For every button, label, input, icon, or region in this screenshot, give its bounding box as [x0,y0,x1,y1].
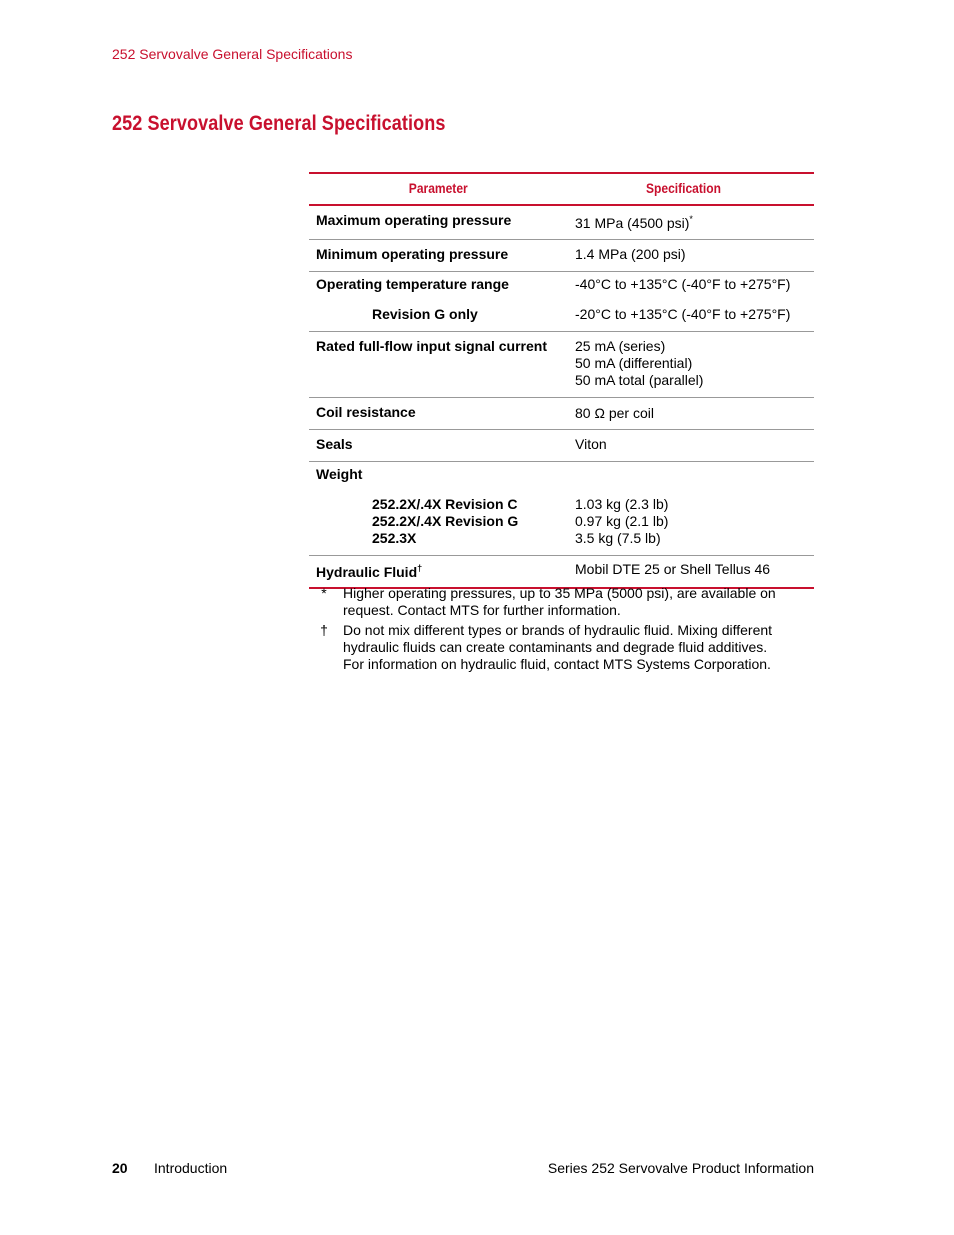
spec-line: 1.03 kg (2.3 lb) [575,496,669,512]
param-coil-resistance: Coil resistance [316,404,416,420]
param-line: 252.3X [372,530,417,546]
spec-weight-values [575,487,814,555]
spec-temperature-range: -40°C to +135°C (-40°F to +275°F) [575,276,791,292]
page-number: 20 [112,1160,128,1176]
running-head: 252 Servovalve General Specifications [112,46,353,62]
table-row [309,487,814,556]
footnote-marker-dagger: † [417,563,423,573]
param-seals: Seals [316,436,353,452]
spec-line: 50 mA (differential) [575,355,693,371]
param-line: 252.2X/.4X Revision G [372,513,519,529]
parameter-column-header: Parameter [309,173,568,205]
table-row [309,556,814,589]
spec-max-pressure: 31 MPa (4500 psi)* [575,214,693,231]
footnote-text: Do not mix different types or brands of hydraulic fluid. Mixing different hydraulic fluids can create contaminants and degrade fluid additives. For information on hydraulic fluid, contact MTS Systems Corporation. [343,622,773,672]
footnote-marker-asterisk: * [689,214,693,224]
table-row [309,297,814,332]
footer-section: Introduction [154,1160,228,1176]
footnote-text: Higher operating pressures, up to 35 MPa (5000 psi), are available on request. Contact MTS for further information. [343,585,776,618]
param-input-signal-current: Rated full-flow input signal current [316,338,547,354]
page-title: 252 Servovalve General Specifications [112,112,446,135]
param-hydraulic-fluid: Hydraulic Fluid† [316,563,423,580]
spec-line: 25 mA (series) [575,338,666,354]
footnote [318,585,788,619]
table-row [309,272,814,298]
param-weight-variants [316,487,568,555]
spec-line: 3.5 kg (7.5 lb) [575,530,661,546]
table-row [309,332,814,398]
table-row [309,430,814,462]
spec-revision-g-temperature: -20°C to +135°C (-40°F to +275°F) [575,306,791,322]
param-revision-g-only: Revision G only [372,306,478,322]
spec-line: 50 mA total (parallel) [575,372,704,388]
table-row [309,205,814,240]
footnote-mark: * [321,585,327,601]
footnote-mark: † [320,622,328,638]
param-max-pressure: Maximum operating pressure [316,212,512,228]
spec-input-signal-current [575,332,814,397]
table-row [309,240,814,272]
spec-line: 0.97 kg (2.1 lb) [575,513,669,529]
spec-min-pressure: 1.4 MPa (200 psi) [575,246,686,262]
spec-hydraulic-fluid: Mobil DTE 25 or Shell Tellus 46 [575,561,771,577]
table-footnotes [318,585,788,676]
param-temperature-range: Operating temperature range [316,276,509,292]
footnote [318,622,788,673]
spec-coil-resistance: 80 Ω per coil [575,405,654,421]
specification-column-header: Specification [568,173,814,205]
footer-document-title: Series 252 Servovalve Product Information [547,1160,814,1176]
table-header-row [309,173,814,205]
param-line: 252.2X/.4X Revision C [372,496,518,512]
param-weight: Weight [316,466,363,482]
specifications-table [309,172,814,589]
table-row [309,398,814,430]
table-row [309,462,814,488]
param-min-pressure: Minimum operating pressure [316,246,509,262]
spec-seals: Viton [575,436,607,452]
